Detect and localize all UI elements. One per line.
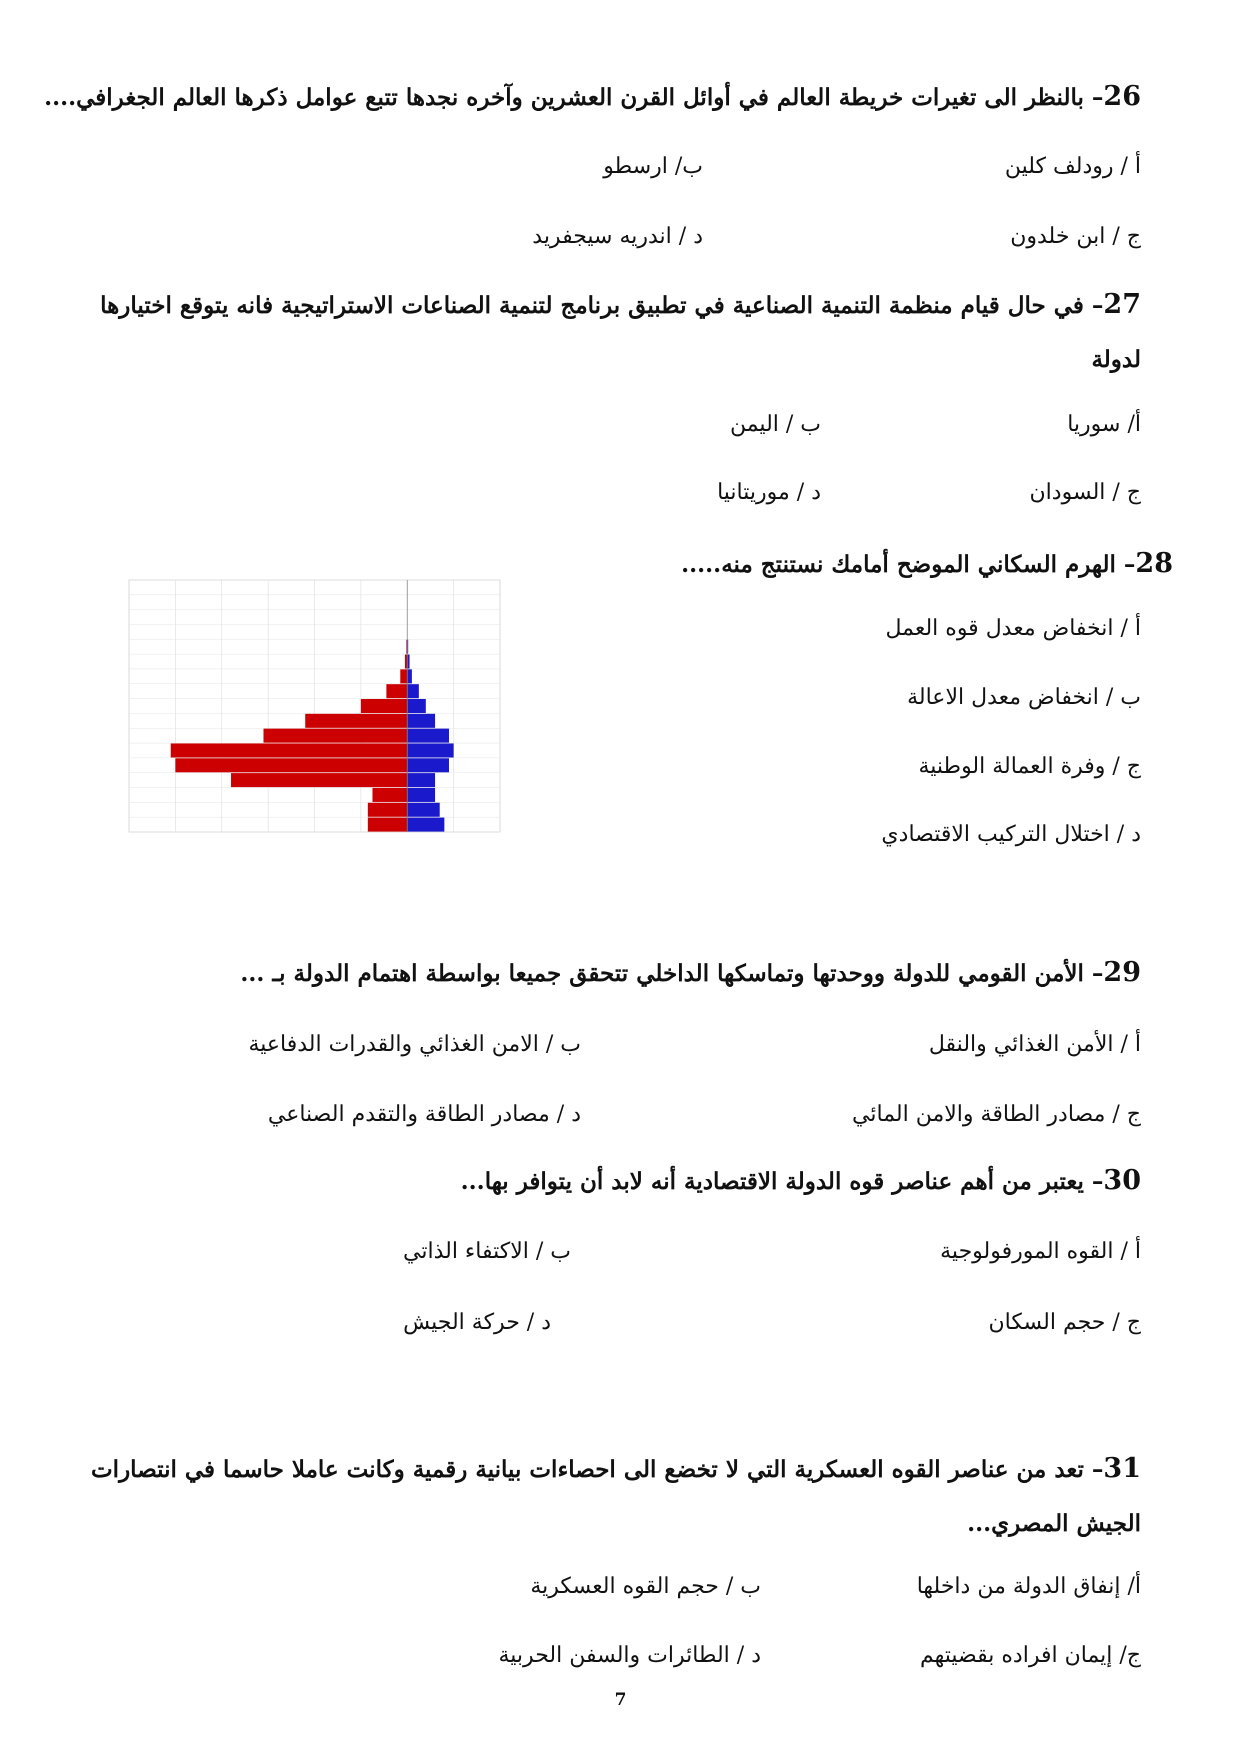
option-c[interactable]: ج/ إيمان افراده بقضيتهم (920, 1643, 1141, 1668)
pyramid-bar-right (407, 729, 449, 743)
question-text: – في حال قيام منظمة التنمية الصناعية في تطبيق برنامج لتنمية الصناعات الاستراتيجية فانه يتوقع اختيارها لدولة (100, 292, 1141, 373)
option-b[interactable]: ب/ ارسطو (603, 154, 703, 179)
option-a[interactable]: أ / القوه المورفولوجية (940, 1239, 1141, 1264)
pyramid-bar-right (407, 788, 435, 802)
option-c[interactable]: ج / ابن خلدون (1010, 224, 1141, 249)
question-number: 26 (1103, 81, 1141, 112)
question-27 (88, 278, 1141, 387)
option-d[interactable]: د / مصادر الطاقة والتقدم الصناعي (267, 1102, 581, 1127)
pyramid-bar-right (407, 743, 453, 757)
option-a[interactable]: أ / الأمن الغذائي والنقل (928, 1032, 1141, 1057)
option-c[interactable]: ج / السودان (1029, 480, 1141, 505)
question-number: 27 (1103, 289, 1141, 320)
question-31 (82, 1442, 1141, 1551)
option-b[interactable]: ب / اليمن (729, 412, 821, 437)
option-a[interactable]: أ/ إنفاق الدولة من داخلها (916, 1574, 1141, 1599)
option-a[interactable]: أ/ سوريا (1067, 412, 1141, 437)
page-number: 7 (614, 1690, 627, 1710)
option-d[interactable]: د / الطائرات والسفن الحربية (498, 1643, 761, 1668)
question-text: – الهرم السكاني الموضح أمامك نستنتج منه..... (681, 551, 1136, 578)
pyramid-svg (105, 572, 505, 857)
pyramid-bar-right (407, 669, 412, 683)
population-pyramid-chart (105, 572, 505, 857)
option-d[interactable]: د / موريتانيا (717, 480, 821, 505)
pyramid-bar-right (407, 803, 439, 817)
pyramid-bar-left (175, 758, 407, 772)
pyramid-bar-left (400, 669, 407, 683)
pyramid-bar-left (361, 699, 407, 713)
pyramid-bar-right (407, 758, 449, 772)
question-30 (461, 1154, 1141, 1209)
option-b[interactable]: ب / انخفاض معدل الاعالة (907, 685, 1141, 710)
question-number: 28 (1135, 548, 1173, 579)
pyramid-bar-left (263, 729, 407, 743)
pyramid-bar-right (407, 684, 419, 698)
question-text: – تعد من عناصر القوه العسكرية التي لا تخضع الى احصاءات بيانية رقمية وكانت عاملا حاسما في انتصارات الجيش المصري... (91, 1456, 1141, 1537)
question-number: 29 (1103, 957, 1141, 988)
question-28 (681, 537, 1173, 592)
pyramid-bar-left (305, 714, 407, 728)
option-b[interactable]: ب / الاكتفاء الذاتي (403, 1239, 571, 1264)
option-c[interactable]: ج / وفرة العمالة الوطنية (918, 754, 1141, 779)
pyramid-bar-left (368, 818, 407, 832)
pyramid-bar-left (386, 684, 407, 698)
pyramid-bar-left (368, 803, 407, 817)
option-c[interactable]: ج / حجم السكان (988, 1310, 1141, 1335)
question-26 (44, 70, 1141, 125)
pyramid-bar-right (407, 773, 435, 787)
option-c[interactable]: ج / مصادر الطاقة والامن المائي (852, 1102, 1141, 1127)
pyramid-bar-right (407, 699, 426, 713)
option-d[interactable]: د / اندريه سيجفريد (532, 224, 703, 249)
question-text: – يعتبر من أهم عناصر قوه الدولة الاقتصادية أنه لابد أن يتوافر بها... (460, 1168, 1104, 1195)
question-number: 30 (1103, 1165, 1141, 1196)
pyramid-bar-left (231, 773, 407, 787)
question-text: – بالنظر الى تغيرات خريطة العالم في أوائل القرن العشرين وآخره نجدها تتبع عوامل ذكرها العالم الجغرافي.... (44, 84, 1104, 111)
pyramid-bar-right (407, 714, 435, 728)
pyramid-bar-right (407, 818, 444, 832)
question-number: 31 (1103, 1453, 1141, 1484)
option-d[interactable]: د / اختلال التركيب الاقتصادي (881, 822, 1141, 847)
question-text: – الأمن القومي للدولة ووحدتها وتماسكها الداخلي تتحقق جميعا بواسطة اهتمام الدولة بـ ... (240, 960, 1104, 987)
option-a[interactable]: أ / رودلف كلين (1004, 154, 1141, 179)
question-29 (240, 946, 1141, 1001)
option-b[interactable]: ب / حجم القوه العسكرية (530, 1574, 761, 1599)
pyramid-bar-left (171, 743, 408, 757)
option-a[interactable]: أ / انخفاض معدل قوه العمل (885, 616, 1141, 641)
pyramid-bar-left (372, 788, 407, 802)
option-d[interactable]: د / حركة الجيش (403, 1310, 551, 1335)
option-b[interactable]: ب / الامن الغذائي والقدرات الدفاعية (248, 1032, 581, 1057)
